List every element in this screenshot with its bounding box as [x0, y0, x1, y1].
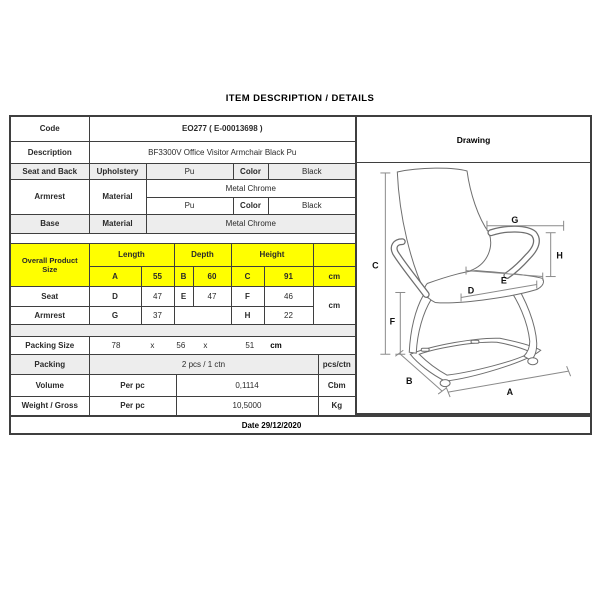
table-row-description [10, 141, 356, 163]
seat-dims-label: Seat [10, 286, 89, 306]
dim-e-key: E [174, 286, 193, 306]
weight-per: Per pc [89, 396, 176, 416]
overall-unit: cm [313, 266, 356, 286]
date-value: Date 29/12/2020 [241, 420, 302, 430]
base-value: Metal Chrome [146, 214, 356, 233]
seat-back-color-value: Black [268, 163, 356, 179]
description-label: Description [10, 141, 89, 163]
table-row-packing [10, 354, 356, 374]
spacer-row [10, 233, 356, 243]
spacer-cell [10, 324, 356, 336]
chair-drawing-svg [357, 163, 590, 413]
seat-back-color-label: Color [233, 163, 268, 179]
code-value: EO277 ( E-00013698 ) [89, 116, 356, 141]
weight-label: Weight / Gross [10, 396, 89, 416]
table-row-seat-dims [10, 286, 356, 306]
seat-back-property: Upholstery [89, 163, 146, 179]
packing-value: 2 pcs / 1 ctn [89, 354, 318, 374]
chair-caster [440, 380, 450, 387]
dim-label-a: A [506, 387, 514, 398]
chair-tube-clip [421, 348, 429, 351]
packing-size-unit: cm [270, 340, 282, 350]
drawing-header: Drawing [357, 117, 590, 163]
dim-b-key: B [174, 266, 193, 286]
weight-unit: Kg [318, 396, 356, 416]
overall-size-line2: Size [42, 264, 58, 274]
table-row-armrest-1 [10, 179, 356, 197]
table-row-seat-back [10, 163, 356, 179]
dim-empty-cell [174, 306, 231, 324]
dim-f-key: F [231, 286, 264, 306]
armrest-property: Material [89, 179, 146, 214]
packing-size-label: Packing Size [10, 336, 89, 354]
dim-label-e: E [500, 275, 507, 286]
dim-h-key: H [231, 306, 264, 324]
dim-c-value: 91 [264, 266, 313, 286]
chair-outline [394, 168, 543, 387]
dim-c-key: C [231, 266, 264, 286]
dim-label-f: F [389, 316, 396, 327]
dim-label-b: B [406, 376, 413, 387]
packing-size-value [89, 336, 356, 354]
dim-f-value: 46 [264, 286, 313, 306]
packing-size-x2: x [203, 340, 208, 350]
chair-drawing [357, 163, 590, 413]
weight-value: 10,5000 [176, 396, 318, 416]
dim-a-key: A [89, 266, 141, 286]
chair-caster [528, 358, 538, 365]
volume-label: Volume [10, 374, 89, 396]
code-label: Code [10, 116, 89, 141]
seat-armrest-unit: cm [313, 286, 356, 324]
table-row-weight [10, 396, 356, 416]
armrest-label: Armrest [10, 179, 89, 214]
seat-back-material: Pu [146, 163, 233, 179]
packing-size-x1: x [150, 340, 155, 350]
col-header-empty [313, 243, 356, 266]
base-property: Material [89, 214, 146, 233]
col-header-depth: Depth [174, 243, 231, 266]
table-row-code [10, 116, 356, 141]
dim-label-g: G [511, 214, 519, 225]
armrest-color-label: Color [233, 197, 268, 214]
packing-size-v3: 51 [245, 340, 255, 350]
base-label: Base [10, 214, 89, 233]
col-header-length: Length [89, 243, 174, 266]
dim-b-value: 60 [193, 266, 231, 286]
col-header-height: Height [231, 243, 313, 266]
packing-size-v1: 78 [111, 340, 121, 350]
armrest-material: Pu [146, 197, 233, 214]
volume-unit: Cbm [318, 374, 356, 396]
dim-label-d: D [467, 285, 475, 296]
drawing-panel [355, 115, 592, 415]
packing-label: Packing [10, 354, 89, 374]
packing-unit: pcs/ctn [318, 354, 356, 374]
spacer-row [10, 324, 356, 336]
overall-size-label [10, 243, 89, 286]
dim-d-value: 47 [141, 286, 174, 306]
packing-size-v2: 56 [176, 340, 186, 350]
dim-d-key: D [89, 286, 141, 306]
page-title: ITEM DESCRIPTION / DETAILS [225, 93, 375, 104]
volume-per: Per pc [89, 374, 176, 396]
table-row-base [10, 214, 356, 233]
date-row [9, 415, 592, 435]
table-row-size-headers [10, 243, 356, 266]
dim-g-key: G [89, 306, 141, 324]
chair-left-leg [409, 295, 431, 353]
chair-tube-clip [471, 340, 479, 343]
volume-value: 0,1114 [176, 374, 318, 396]
dim-e-value: 47 [193, 286, 231, 306]
armrest-frame-value: Metal Chrome [146, 179, 356, 197]
spacer-cell [10, 233, 356, 243]
dim-g-value: 37 [141, 306, 174, 324]
table-row-packing-size [10, 336, 356, 354]
overall-size-line1: Overall Product [21, 255, 78, 265]
armrest-dims-label: Armrest [10, 306, 89, 324]
armrest-color-value: Black [268, 197, 356, 214]
dim-label-c: C [372, 260, 379, 271]
table-row-armrest-dims [10, 306, 356, 324]
seat-back-label: Seat and Back [10, 163, 89, 179]
dim-label-h: H [556, 250, 563, 261]
dim-a-value: 55 [141, 266, 174, 286]
dim-h-value: 22 [264, 306, 313, 324]
description-value: BF3300V Office Visitor Armchair Black Pu [89, 141, 356, 163]
table-row-volume [10, 374, 356, 396]
spec-table [9, 115, 357, 417]
